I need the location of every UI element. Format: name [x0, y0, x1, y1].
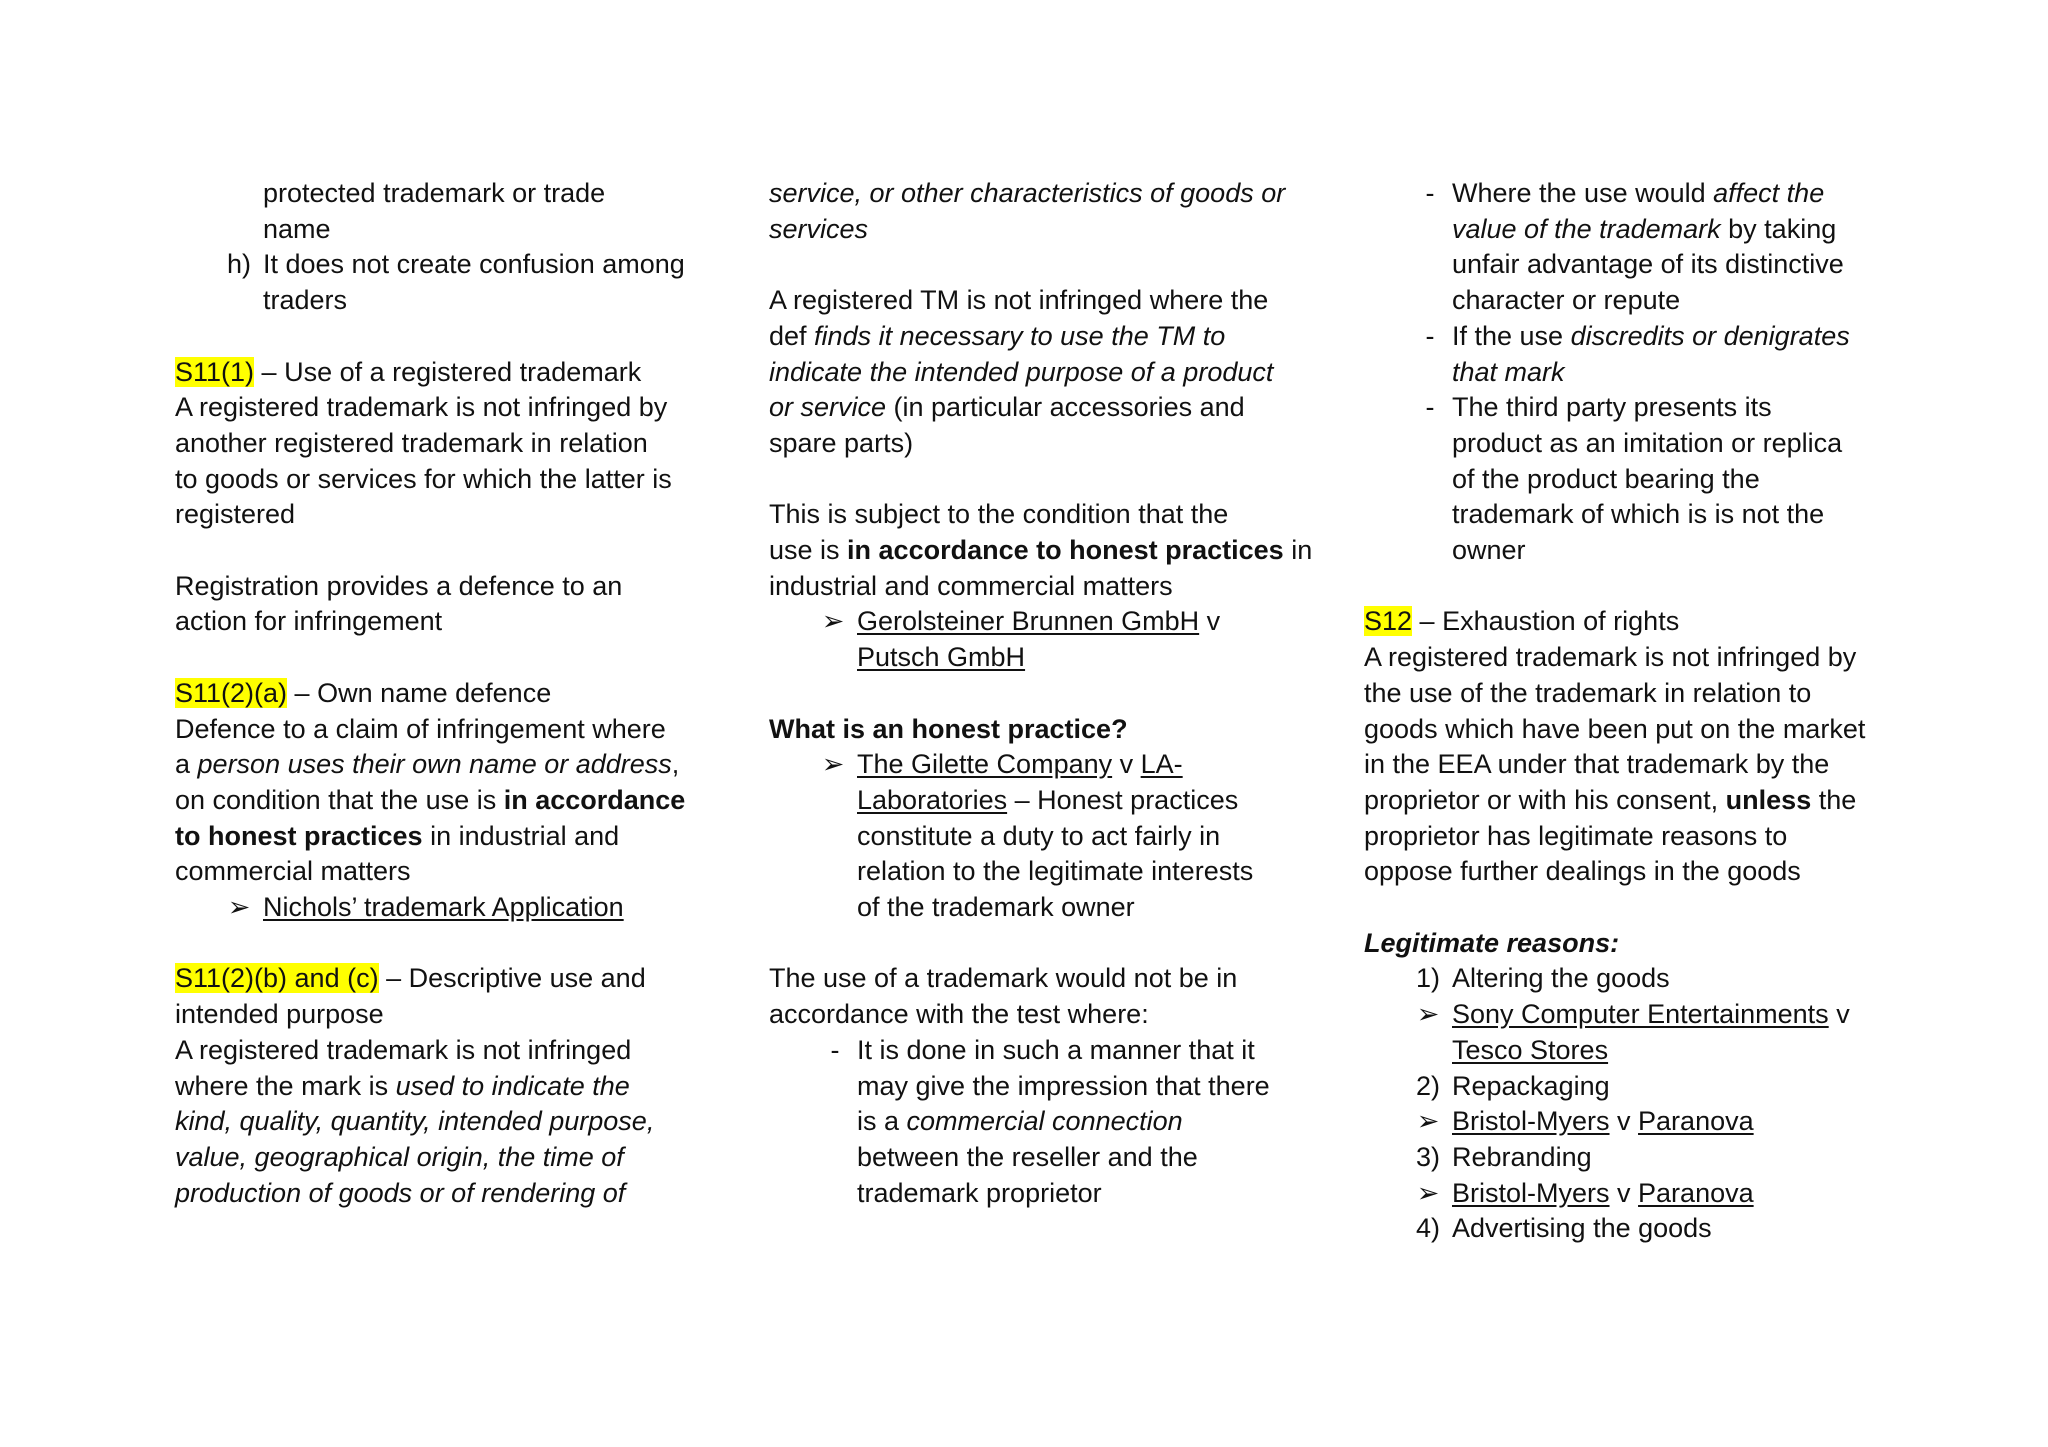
- case-bullet: ➢ The Gilette Company v LA-: [769, 747, 1309, 783]
- numbered-item: 3) Rebranding: [1364, 1140, 1894, 1176]
- paragraph-line: where the mark is used to indicate the: [175, 1070, 630, 1101]
- paragraph-line: commercial matters: [175, 856, 411, 887]
- paragraph-line: goods which have been put on the market: [1364, 713, 1866, 744]
- paragraph-line: use is in accordance to honest practices in: [769, 535, 1313, 565]
- paragraph-line: A registered trademark is not infringed by: [175, 392, 668, 423]
- dash-item-cont: unfair advantage of its distinctive: [1452, 249, 1844, 280]
- case-bullet-cont: of the trademark owner: [857, 892, 1135, 923]
- dash-item-cont: that mark: [1452, 356, 1565, 387]
- case-bullet-cont: [769, 640, 1309, 676]
- paragraph-line: A registered trademark is not infringed by: [1364, 642, 1857, 673]
- list-marker: h): [226, 249, 251, 280]
- case-citation: Tesco Stores: [1452, 1034, 1609, 1065]
- continued-list-text: protected trademark or trade: [263, 178, 606, 208]
- case-citation: Nichols’ trademark Application: [263, 892, 624, 923]
- section-heading-s11-2bc: S11(2)(b) and (c) – Descriptive use and: [175, 963, 646, 994]
- case-bullet: ➢ Gerolsteiner Brunnen GmbH v: [769, 604, 1309, 640]
- paragraph-line: proprietor has legitimate reasons to: [1364, 820, 1788, 851]
- list-item-h-cont: traders: [263, 285, 348, 316]
- list-number: 1): [1415, 963, 1440, 994]
- section-tag: S11(1): [175, 356, 255, 387]
- paragraph-line: spare parts): [769, 427, 914, 458]
- dash-item-cont: of the product bearing the: [1452, 463, 1760, 494]
- dash-bullet: -: [1425, 392, 1435, 423]
- dash-bullet: -: [1425, 320, 1435, 351]
- case-bullet: ➢ Sony Computer Entertainments v: [1364, 997, 1894, 1033]
- paragraph-line: in the EEA under that trademark by the: [1364, 749, 1830, 780]
- list-number: 3): [1415, 1141, 1440, 1172]
- numbered-item: 2) Repackaging: [1364, 1069, 1894, 1105]
- dash-item-cont: value of the trademark by taking: [1452, 213, 1837, 244]
- case-bullet: ➢ Bristol-Myers v Paranova: [1364, 1176, 1894, 1212]
- list-item-h: h) It does not create confusion among: [175, 247, 735, 283]
- paragraph-line: the use of the trademark in relation to: [1364, 677, 1812, 708]
- paragraph-line: Defence to a claim of infringement where: [175, 713, 666, 744]
- case-bullet-cont: Laboratories – Honest practices: [857, 784, 1239, 815]
- case-citation: The Gilette Company: [857, 749, 1113, 780]
- case-bullet-cont: [1364, 1033, 1894, 1069]
- case-citation: Laboratories: [857, 784, 1008, 815]
- paragraph-line: or service (in particular accessories and: [769, 392, 1245, 423]
- paragraph-line: action for infringement: [175, 606, 443, 637]
- paragraph-line: indicate the intended purpose of a product: [769, 356, 1274, 387]
- case-citation: Bristol-Myers: [1452, 1177, 1610, 1208]
- paragraph-line: services: [769, 213, 869, 244]
- dash-item-cont: trademark proprietor: [857, 1177, 1102, 1208]
- case-citation: Sony Computer Entertainments: [1452, 999, 1829, 1030]
- paragraph-line: oppose further dealings in the goods: [1364, 856, 1801, 887]
- paragraph-line: This is subject to the condition that the: [769, 499, 1229, 530]
- subheading: What is an honest practice?: [769, 713, 1128, 744]
- paragraph-line: another registered trademark in relation: [175, 427, 648, 458]
- arrow-bullet-icon: ➢: [821, 749, 845, 780]
- dash-bullet: -: [830, 1034, 840, 1065]
- section-tag: S11(2)(b) and (c): [175, 963, 379, 994]
- numbered-item: 4) Advertising the goods: [1364, 1211, 1894, 1247]
- column-left: [175, 176, 735, 1211]
- dash-item-cont: is a commercial connection: [857, 1106, 1183, 1137]
- dash-item-cont: product as an imitation or replica: [1452, 427, 1843, 458]
- paragraph-line: a person uses their own name or address,: [175, 749, 680, 780]
- dash-item: - Where the use would affect the: [1364, 176, 1894, 212]
- case-bullet: ➢ Bristol-Myers v Paranova: [1364, 1104, 1894, 1140]
- arrow-bullet-icon: ➢: [1416, 1177, 1440, 1208]
- arrow-bullet-icon: ➢: [227, 892, 251, 923]
- subheading: Legitimate reasons:: [1364, 927, 1620, 958]
- section-heading-s11-1: S11(1) – Use of a registered trademark: [175, 356, 642, 387]
- paragraph-line: registered: [175, 499, 296, 530]
- case-citation: Bristol-Myers: [1452, 1106, 1610, 1137]
- section-heading-s12: S12 – Exhaustion of rights: [1364, 606, 1680, 637]
- section-heading-s11-2a: S11(2)(a) – Own name defence: [175, 677, 552, 708]
- arrow-bullet-icon: ➢: [1416, 999, 1440, 1030]
- dash-bullet: -: [1425, 178, 1435, 208]
- paragraph-line: A registered trademark is not infringed: [175, 1034, 632, 1065]
- column-right: [1364, 176, 1894, 1247]
- dash-item: - The third party presents its: [1364, 390, 1894, 426]
- paragraph-line: kind, quality, quantity, intended purpose,: [175, 1106, 655, 1137]
- dash-item-cont: character or repute: [1452, 285, 1681, 316]
- paragraph-line: Registration provides a defence to an: [175, 570, 623, 601]
- case-citation: LA-: [1140, 749, 1183, 780]
- dash-item-cont: may give the impression that there: [857, 1070, 1270, 1101]
- case-citation: Gerolsteiner Brunnen GmbH: [857, 606, 1200, 637]
- section-heading-cont: intended purpose: [175, 999, 384, 1030]
- continued-list-text: name: [263, 213, 331, 244]
- list-number: 4): [1415, 1213, 1440, 1244]
- dash-item-cont: between the reseller and the: [857, 1141, 1198, 1172]
- paragraph-line: The use of a trademark would not be in: [769, 963, 1238, 994]
- paragraph-line: service, or other characteristics of goods or: [769, 178, 1286, 208]
- case-citation: Putsch GmbH: [857, 642, 1026, 673]
- dash-item: - If the use discredits or denigrates: [1364, 319, 1894, 355]
- paragraph-line: accordance with the test where:: [769, 999, 1149, 1030]
- paragraph-line: def finds it necessary to use the TM to: [769, 320, 1226, 351]
- arrow-bullet-icon: ➢: [1416, 1106, 1440, 1137]
- section-tag: S11(2)(a): [175, 677, 288, 708]
- paragraph-line: production of goods or of rendering of: [175, 1177, 626, 1208]
- paragraph-line: proprietor or with his consent, unless the: [1364, 784, 1857, 815]
- dash-item-cont: trademark of which is is not the: [1452, 499, 1825, 530]
- case-bullet: [175, 890, 735, 926]
- column-middle: [769, 176, 1313, 1211]
- paragraph-line: value, geographical origin, the time of: [175, 1141, 624, 1172]
- dash-item-cont: owner: [1452, 535, 1526, 566]
- numbered-item: 1) Altering the goods: [1364, 961, 1894, 997]
- dash-item: - It is done in such a manner that it: [769, 1033, 1309, 1069]
- section-tag: S12: [1364, 606, 1413, 637]
- case-citation: Paranova: [1638, 1177, 1754, 1208]
- list-number: 2): [1415, 1070, 1440, 1101]
- paragraph-line: on condition that the use is in accordance: [175, 784, 686, 815]
- paragraph-line: A registered TM is not infringed where the: [769, 285, 1269, 316]
- paragraph-line: to goods or services for which the latter is: [175, 463, 672, 494]
- paragraph-line: to honest practices in industrial and: [175, 820, 620, 851]
- case-bullet-cont: relation to the legitimate interests: [857, 856, 1254, 887]
- case-bullet-cont: constitute a duty to act fairly in: [857, 820, 1221, 851]
- paragraph-line: industrial and commercial matters: [769, 570, 1173, 601]
- case-citation: Paranova: [1638, 1106, 1754, 1137]
- arrow-bullet-icon: ➢: [821, 606, 845, 637]
